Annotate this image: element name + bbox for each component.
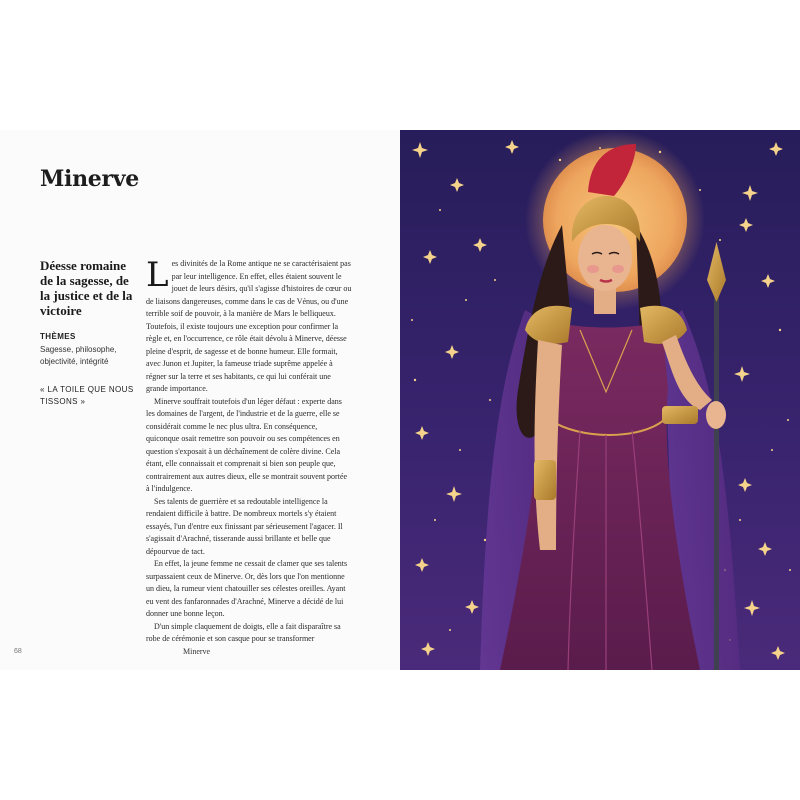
paragraph-3: Ses talents de guerrière et sa redoutable intelligence la rendaient difficile à battre. De nombreux mortels s'y étaient essayés, l'un d'entre eux finissant par sérieusement l'agacer. Il s'agissait d'Arachné, tisserande aussi brillante et belle que dépourvue de tact.: [146, 496, 343, 556]
subtitle: Déesse romaine de la sagesse, de la justice et de la victoire: [40, 258, 133, 318]
paragraph-1-text: es divinités de la Rome antique ne se caractérisaient pas par leur intelligence. En effet, elles étaient souvent le jouet de leurs désirs, qu'il s'agisse d'histoires de cœur ou de liaisons dangereuses, comme dans le cas de Vénus, ou d'une terrible soif de pouvoir, à la manière de Mars le belliqueux. Toutefois, il existe toujours une exception pour confirmer la règle et, en l'occurrence, ce rôle était dévolu à Minerve, déesse pleine d'esprit, de sagesse et de bonne humeur. Elle formait, avec Junon et Jupiter, la fameuse triade suprême appelée à régner sur la terre et ses habitants, ce qui lui conférait une grande importance.: [146, 259, 352, 393]
cheek-left: [587, 265, 599, 273]
sidebar-column: [40, 258, 138, 408]
bracer-left: [534, 460, 556, 500]
illustration-page: [400, 130, 800, 670]
running-title: Minerve: [183, 647, 211, 656]
paragraph-2: Minerve souffrait toutefois d'un léger défaut : experte dans les domaines de l'argent, de l'industrie et de la guerre, elle se considérait comme le nec plus ultra. En conséquence, quiconque osait remettre son pouvoir ou ses compétences en question s'exposait à un déchaînement de colère divine. Cela étant, elle connaissait et comprenait si bien son peuple que, contrairement aux autres dieux, elle se montrait souvent portée à l'indulgence.: [146, 396, 348, 493]
drop-cap: L: [146, 255, 169, 295]
book-spread: [0, 130, 800, 670]
bracer-right: [662, 406, 698, 424]
spear-shaft: [714, 290, 719, 670]
cheek-right: [612, 265, 624, 273]
quote: « LA TOILE QUE NOUS TISSONS »: [40, 385, 134, 406]
page-number: 68: [14, 648, 22, 655]
paragraph-5: D'un simple claquement de doigts, elle a fait disparaître sa robe de cérémonie et son casque pour se transformer: [146, 621, 341, 643]
themes-label: THÈMES: [40, 332, 76, 341]
paragraph-4: En effet, la jeune femme ne cessait de clamer que ses talents surpassaient ceux de Minerve. Or, dès lors que l'on mentionne un dieu, la rumeur vient chatouiller ses célestes oreilles. Ayant eu vent des fanfaronnades d'Arachné, Minerve a décidé de lui donner une bonne leçon.: [146, 559, 348, 618]
hand-right: [706, 401, 726, 429]
minerva-illustration: [400, 130, 800, 670]
themes-text: Sagesse, philosophe, objectivité, intégrité: [40, 345, 117, 366]
body-text: [146, 255, 352, 646]
page-title: Minerve: [40, 166, 139, 192]
paragraph-1: [146, 255, 352, 396]
left-page: [0, 130, 400, 670]
